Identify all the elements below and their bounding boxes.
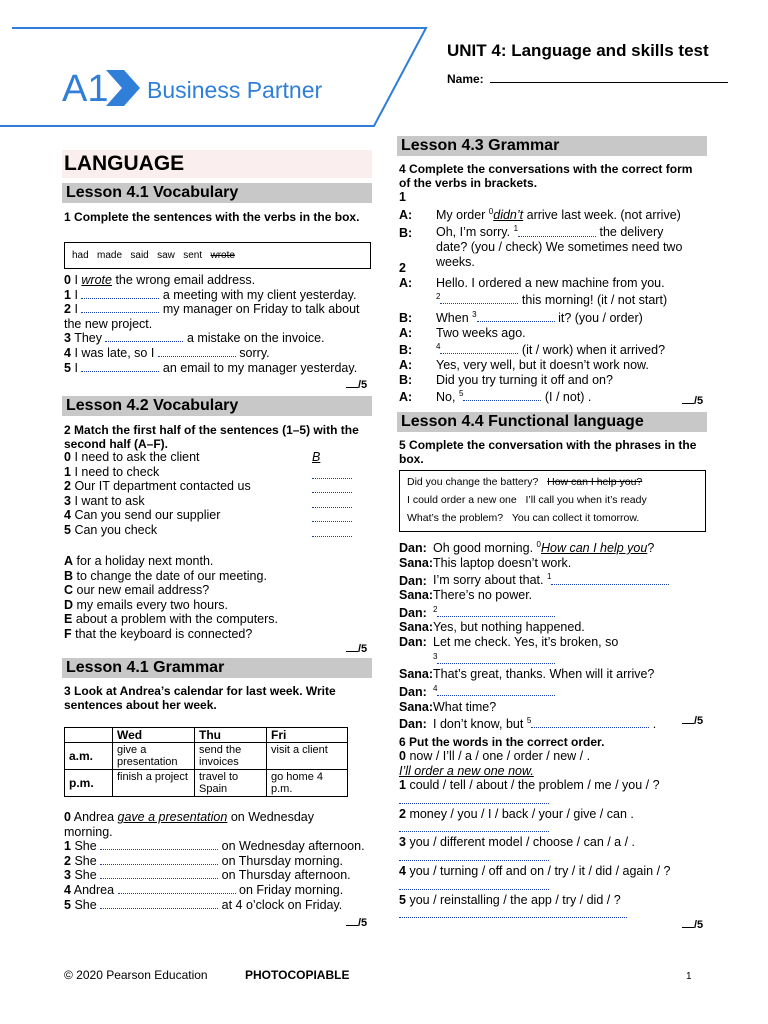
- logo-chevron-icon: [106, 70, 140, 106]
- header-logo-banner: [0, 0, 440, 132]
- section-title-4-2-vocabulary: Lesson 4.2 Vocabulary: [62, 396, 372, 416]
- dialogue-line: Dan: $^4$: [399, 682, 704, 700]
- answer-blank[interactable]: [440, 343, 518, 354]
- conversation-5: [399, 538, 704, 732]
- dialogue-line: date? (you / check) We sometimes need two: [436, 240, 683, 255]
- score-3: /5: [346, 916, 367, 931]
- exercise-1-items: [64, 273, 374, 375]
- list-item: 5 I an email to my manager yesterday.: [64, 360, 358, 375]
- dialogue-line: B: When $^3$ it? (you / order): [399, 309, 643, 326]
- list-item: 3 I want to ask: [64, 494, 354, 509]
- score-1: /5: [346, 378, 367, 393]
- list-item: 2 She on Thursday morning.: [64, 853, 343, 868]
- score-6: /5: [682, 918, 703, 933]
- language-heading: LANGUAGE: [62, 150, 372, 178]
- unit-title: UNIT 4: Language and skills test: [447, 41, 709, 60]
- dialogue-line: 3: [399, 650, 704, 668]
- section-title-4-1-vocabulary: Lesson 4.1 Vocabulary: [62, 183, 372, 203]
- answer-blank[interactable]: [81, 288, 159, 299]
- answer-blank[interactable]: [399, 907, 627, 918]
- calendar-row-label: a.m.: [65, 743, 113, 770]
- list-item: 2 money / you / I / back / your / give / can .: [399, 806, 634, 821]
- answer-blank[interactable]: [312, 482, 352, 493]
- name-line: [490, 73, 728, 83]
- answer-blank[interactable]: [437, 606, 555, 617]
- section-title-4-3-grammar: Lesson 4.3 Grammar: [397, 136, 707, 156]
- conversation-2: 2 A: Hello. I ordered a new machine from you. $^2$ this morning! (it / not start) B: When $^3$ it? (you / order) A: Two weeks ago. B: $^4$ (it / work) when it arrived? A: Yes, very well, but it doesn’t work now. B: Did you try turning it off and on? A: No, $^5$ (I / not) .: [399, 261, 704, 405]
- list-item: 3 They a mistake on the invoice.: [64, 331, 325, 346]
- answer-blank[interactable]: [100, 868, 218, 879]
- list-item: 0 Andrea gave a presentation on Wednesday: [64, 810, 314, 824]
- list-item: 5 you / reinstalling / the app / try / did / ?: [399, 892, 621, 907]
- answer-blank[interactable]: [477, 311, 555, 322]
- answer-blank[interactable]: [81, 361, 159, 372]
- dialogue-line: B: Did you try turning it off and on?: [399, 372, 613, 387]
- list-item-continuation: morning.: [64, 824, 113, 839]
- list-item: 3 you / different model / choose / can / a / .: [399, 835, 636, 850]
- section-title-4-1-grammar: Lesson 4.1 Grammar: [62, 658, 372, 678]
- calendar-cell: visit a client: [267, 743, 348, 770]
- exercise-5-instruction: 5 Complete the conversation with the phrases in the box.: [399, 438, 697, 466]
- list-item: 0 I wrote the wrong email address.: [64, 273, 256, 287]
- answer-blank[interactable]: [312, 497, 352, 508]
- answer-blank[interactable]: [312, 511, 352, 522]
- dialogue-line: Sana:There’s no power.: [399, 588, 533, 603]
- answer-blank[interactable]: [399, 850, 549, 861]
- list-item: A for a holiday next month.: [64, 554, 214, 568]
- list-item: 2 I my manager on Friday to talk about: [64, 302, 360, 317]
- dialogue-line: Dan: I’m sorry about that. $^1$: [399, 570, 704, 588]
- list-item: 0 I need to ask the client B: [64, 450, 321, 464]
- exercise-3-instruction: 3 Look at Andrea’s calendar for last week. Write sentences about her week.: [64, 684, 336, 712]
- answer-blank[interactable]: [105, 331, 183, 342]
- dialogue-line: Sana:This laptop doesn’t work.: [399, 555, 572, 570]
- logo-level: A1: [62, 68, 109, 110]
- answer-blank[interactable]: [399, 821, 549, 832]
- list-item: 4 I was late, so I sorry.: [64, 345, 270, 360]
- dialogue-line: B: Oh, I’m sorry. $^1$ the delivery: [399, 224, 664, 240]
- calendar-row-label: p.m.: [65, 770, 113, 797]
- answer-blank[interactable]: [312, 526, 352, 537]
- list-item: 0 now / I’ll / a / one / order / new / .: [399, 749, 591, 763]
- calendar-cell: finish a project: [113, 770, 195, 797]
- list-item: F that the keyboard is connected?: [64, 626, 253, 641]
- calendar-header: Fri: [267, 728, 348, 743]
- answer-blank[interactable]: [518, 226, 596, 237]
- list-item: C our new email address?: [64, 583, 210, 598]
- score-2: /5: [346, 642, 367, 657]
- score-4: /5: [682, 394, 703, 409]
- list-item: 1 She on Wednesday afternoon.: [64, 839, 365, 854]
- conversation-1: 1 A: My order $^0$didn’t arrive last week. (not arrive) B: Oh, I’m sorry. $^1$ the delivery date? (you / check) We sometimes need two weeks.: [399, 190, 704, 269]
- word-box-1: had made said saw sent wrote: [64, 242, 371, 269]
- dialogue-line: A: Yes, very well, but it doesn’t work now.: [399, 358, 649, 373]
- dialogue-line: A: My order $^0$didn’t arrive last week. (not arrive): [399, 206, 681, 222]
- dialogue-line: Dan: I don’t know, but $^5$ .: [399, 716, 657, 732]
- answer-blank[interactable]: [437, 685, 555, 696]
- list-item: 5 Can you check: [64, 523, 354, 538]
- footer-copyright: © 2020 Pearson Education: [64, 968, 208, 982]
- exercise-4-instruction: 4 Complete the conversations with the correct form of the verbs in brackets.: [399, 162, 693, 190]
- list-item-continuation: the new project.: [64, 316, 153, 331]
- answer-blank[interactable]: [551, 574, 669, 585]
- answer-blank[interactable]: [100, 854, 218, 865]
- calendar-cell: travel to Spain: [195, 770, 267, 797]
- calendar-cell: go home 4 p.m.: [267, 770, 348, 797]
- list-item: 5 She at 4 o’clock on Friday.: [64, 897, 343, 912]
- answer-blank[interactable]: [100, 839, 218, 850]
- list-item: 1 I need to check: [64, 465, 354, 480]
- dialogue-line: A: Hello. I ordered a new machine from you.: [399, 275, 665, 290]
- example-answer: I’ll order a new one now.: [399, 763, 534, 778]
- footer-photocopiable: PHOTOCOPIABLE: [245, 968, 350, 982]
- name-label: Name:: [447, 72, 484, 86]
- dialogue-line: A: Two weeks ago.: [399, 325, 526, 340]
- calendar-header: Wed: [113, 728, 195, 743]
- answer-blank[interactable]: [158, 346, 236, 357]
- answer-blank[interactable]: [312, 468, 352, 479]
- exercise-6-instruction: 6 Put the words in the correct order.: [399, 735, 605, 749]
- dialogue-line: B: $^4$ (it / work) when it arrived?: [399, 342, 666, 358]
- dialogue-line: Sana:That’s great, thanks. When will it arrive?: [399, 667, 655, 682]
- dialogue-line: weeks.: [436, 254, 475, 269]
- answer-blank[interactable]: [399, 793, 549, 804]
- exercise-3-items: [64, 810, 374, 912]
- calendar-cell: give a presentation: [113, 743, 195, 770]
- list-item: 1 I a meeting with my client yesterday.: [64, 287, 357, 302]
- answer-blank[interactable]: [463, 390, 541, 401]
- exercise-1-instruction: 1 Complete the sentences with the verbs in the box.: [64, 210, 360, 224]
- logo-brand: Business Partner: [147, 77, 323, 103]
- calendar-cell: send the invoices: [195, 743, 267, 770]
- score-5: /5: [682, 714, 703, 729]
- list-item: 4 you / turning / off and on / try / it / did / again / ?: [399, 863, 671, 878]
- name-field[interactable]: [447, 72, 728, 87]
- exercise-2-items: [64, 450, 354, 538]
- list-item: 4 Andrea on Friday morning.: [64, 882, 344, 897]
- list-item: 2 Our IT department contacted us: [64, 479, 354, 494]
- dialogue-line: Dan: Let me check. Yes, it’s broken, so: [399, 635, 619, 650]
- dialogue-line: Sana:What time?: [399, 699, 497, 714]
- dialogue-line: A: No, $^5$ (I / not) .: [399, 389, 592, 405]
- list-item: E about a problem with the computers.: [64, 612, 279, 627]
- list-item: 1 could / tell / about / the problem / me / you / ?: [399, 778, 660, 793]
- answer-blank[interactable]: [100, 898, 218, 909]
- exercise-2-options: [64, 554, 374, 642]
- dialogue-line: Dan: Oh good morning. $^0$How can I help you?: [399, 540, 655, 556]
- list-item: 4 Can you send our supplier: [64, 508, 354, 523]
- calendar-header: Thu: [195, 728, 267, 743]
- list-item: D my emails every two hours.: [64, 597, 228, 612]
- exercise-6-items: [399, 749, 704, 921]
- exercise-2-instruction: 2 Match the first half of the sentences (1–5) with the second half (A–F).: [64, 423, 359, 451]
- dialogue-line: $^2$ this morning! (it / not start): [436, 292, 668, 308]
- answer-blank[interactable]: [118, 883, 236, 894]
- answer-blank[interactable]: [531, 717, 649, 728]
- list-item: B to change the date of our meeting.: [64, 568, 267, 583]
- list-item: 3 She on Thursday afternoon.: [64, 868, 351, 883]
- phrase-box-5: Did you change the battery? How can I help you? I could order a new one I’ll call you when it’s ready What’s the problem? You can collect it tomorrow.: [399, 470, 706, 532]
- section-title-4-4-functional-language: Lesson 4.4 Functional language: [397, 412, 707, 432]
- dialogue-line: Dan: $^2$: [399, 603, 704, 621]
- page-number: 1: [686, 971, 692, 982]
- dialogue-line: Sana:Yes, but nothing happened.: [399, 620, 585, 635]
- answer-blank[interactable]: [399, 879, 549, 890]
- answer-blank[interactable]: [81, 302, 159, 313]
- answer-blank[interactable]: [437, 653, 555, 664]
- calendar-table: [64, 727, 348, 797]
- answer-blank[interactable]: [440, 293, 518, 304]
